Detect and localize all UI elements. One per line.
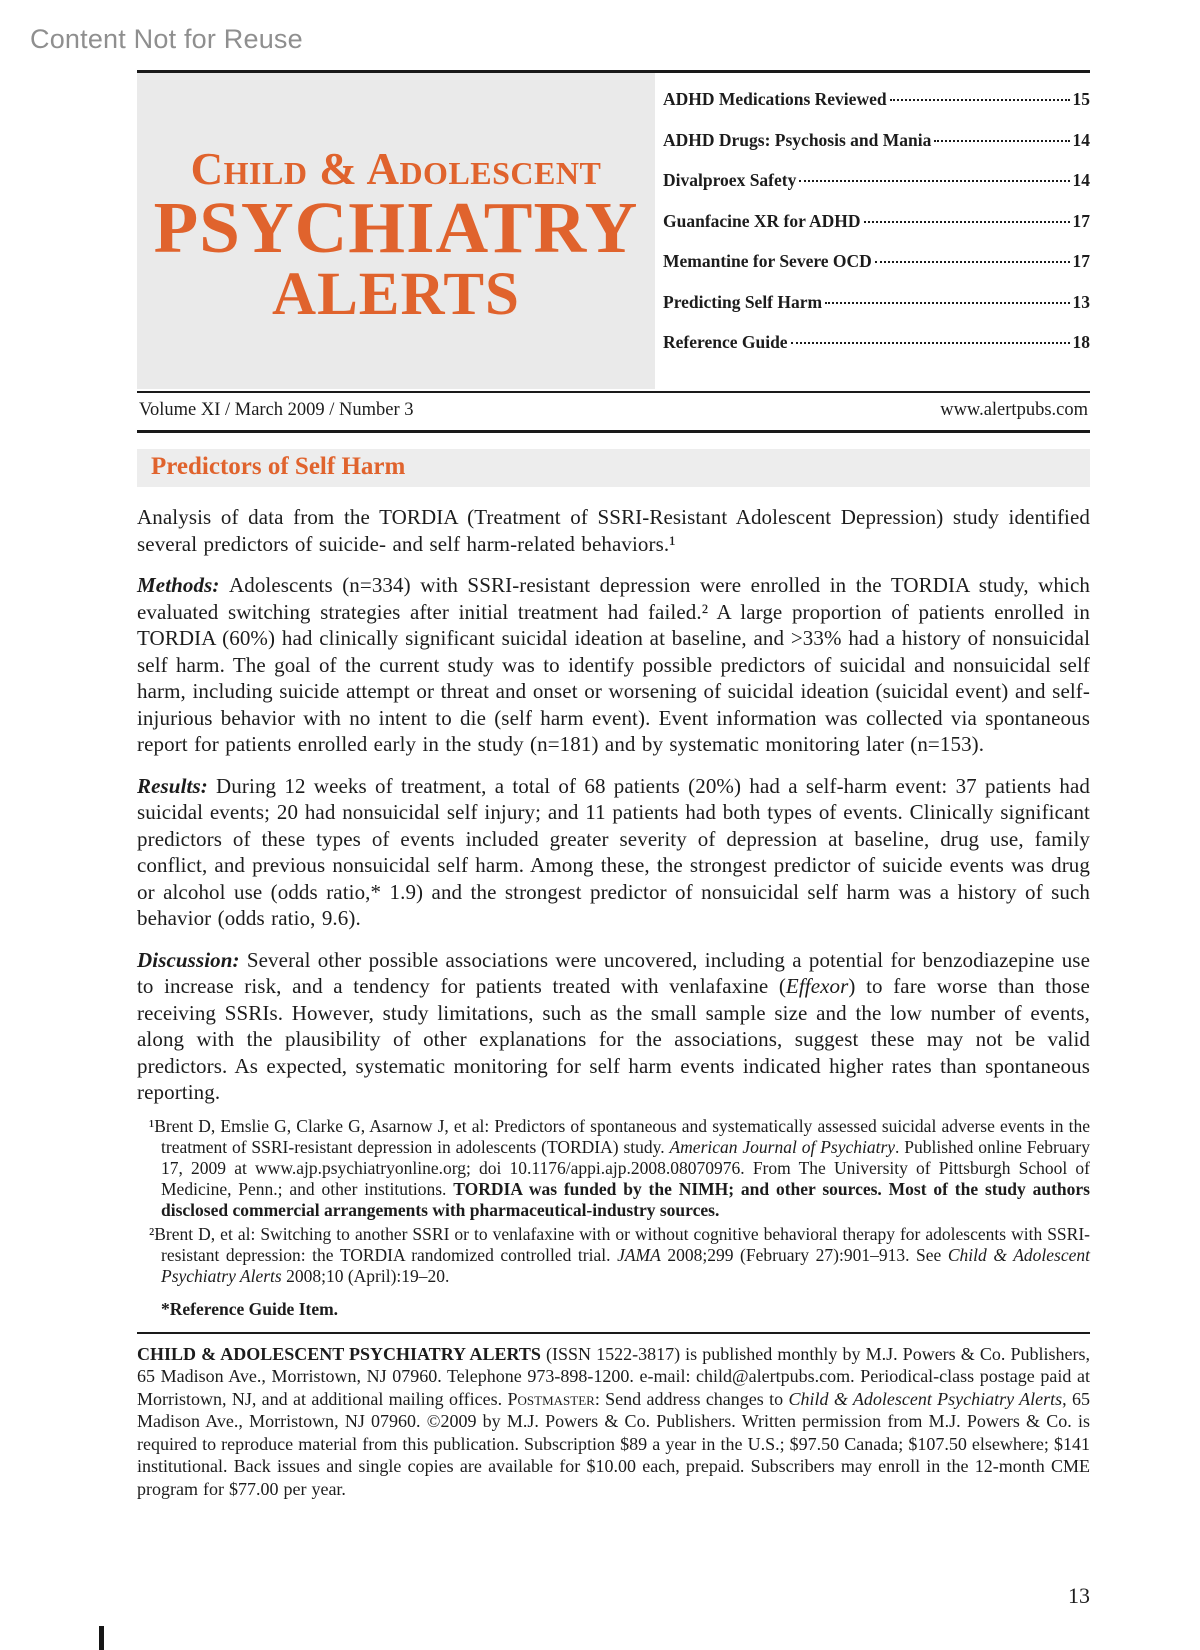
article-title-band [137, 449, 1090, 487]
footnote-2: ²Brent D, et al: Switching to another SSRI or to venlafaxine with or without cognitive behavioral therapy for adolescents with SSRI-resistant depression: the TORDIA randomized controlled trial. JAMA 2008;299 (February 27):901–913. See Child & Adolescent Psychiatry Alerts 2008;10 (April):19–20. [149, 1223, 1090, 1286]
toc-item-page: 15 [1072, 89, 1090, 109]
page-content [137, 70, 1090, 1500]
reference-guide-note: *Reference Guide Item. [161, 1298, 339, 1319]
toc-item-page: 14 [1072, 129, 1090, 150]
toc-item-page: 13 [1072, 291, 1090, 312]
toc-item-label: ADHD Drugs: Psychosis and Mania [663, 129, 932, 150]
dot-leader [934, 140, 1069, 142]
dot-leader [875, 261, 1070, 263]
dot-leader [799, 180, 1069, 182]
dot-leader [864, 221, 1070, 223]
toc-item-label: ADHD Medications Reviewed [663, 89, 887, 109]
toc-item-label: Guanfacine XR for ADHD [663, 210, 861, 231]
article-paragraph-intro: Analysis of data from the TORDIA (Treatment of SSRI-Resistant Adolescent Depression) study identified several predictors of suicide- and self harm-related behaviors.¹ [137, 505, 1090, 556]
article-title: Predictors of Self Harm [151, 453, 406, 480]
footnote-1: ¹Brent D, Emslie G, Clarke G, Asarnow J, et al: Predictors of spontaneous and systematically assessed suicidal adverse events in the treatment of SSRI-resistant depression in adolescents (TORDIA) study. American Journal of Psychiatry. Published online February 17, 2009 at www.ajp.psychiatryonline.org; doi 10.1176/appi.ajp.2008.08070976. From The University of Pittsburgh School of Medicine, Penn.; and other institutions. TORDIA was funded by the NIMH; and other sources. Most of the study authors disclosed commercial arrangements with pharmaceutical-industry sources. [149, 1115, 1090, 1220]
toc-item-label: Predicting Self Harm [663, 291, 823, 312]
watermark-text: Content Not for Reuse [30, 24, 303, 54]
newsletter-logo [137, 73, 655, 389]
logo-line-1: Child & Adolescent [190, 144, 602, 195]
toc-item-label: Divalproex Safety [663, 170, 797, 190]
issue-volume: Volume XI / March 2009 / Number 3 [139, 400, 414, 420]
toc-item-page: 18 [1072, 332, 1090, 352]
article-paragraph-discussion: Discussion: Several other possible associations were uncovered, including a potential for benzodiazepine use to increase risk, and a tendency for patients treated with venlafaxine (Effexor) to fare worse than those receiving SSRIs. However, study limitations, such as the small sample size and the low number of events, along with the plausibility of other explanations for the associations, suggest these may not be valid predictors. As expected, systematic monitoring for self harm events indicated higher rates than spontaneous reporting. [137, 947, 1090, 1105]
page-number: 13 [1068, 1583, 1090, 1608]
issue-bar [137, 391, 1090, 433]
toc-item-page: 17 [1072, 210, 1090, 231]
table-of-contents [663, 73, 1090, 389]
article-paragraph-results: Results: During 12 weeks of treatment, a total of 68 patients (20%) had a self-harm event: 37 patients had suicidal events; 20 had nonsuicidal self injury; and 11 patients had both types of events. Clinically significant predictors of these types of events included greater severity of depression at baseline, drug use, family conflict, and previous nonsuicidal self harm. Among these, the strongest predictor of suicide events was drug or alcohol use (odds ratio,* 1.9) and the strongest predictor of nonsuicidal self harm was a history of such behavior (odds ratio, 9.6). [137, 773, 1090, 931]
crop-mark [99, 1626, 104, 1650]
toc-item-label: Reference Guide [663, 332, 788, 352]
dot-leader [791, 342, 1070, 344]
toc-item [663, 130, 1090, 150]
toc-item [663, 170, 1090, 190]
publisher-info: CHILD & ADOLESCENT PSYCHIATRY ALERTS (ISSN 1522-3817) is published monthly by M.J. Powers & Co. Publishers, 65 Madison Ave., Morristown, NJ 07960. Telephone 973-898-1200. e-mail: child@alertpubs.com. Periodical-class postage paid at Morristown, NJ, and at additional mailing offices. Postmaster: Send address changes to Child & Adolescent Psychiatry Alerts, 65 Madison Ave., Morristown, NJ 07960. ©2009 by M.J. Powers & Co. Publishers. Written permission from M.J. Powers & Co. is required to reproduce material from this publication. Subscription $89 a year in the U.S.; $97.50 Canada; $107.50 elsewhere; $141 institutional. Back issues and single copies are available for $10.00 each, prepaid. Subscribers may enroll in the 12-month CME program for $77.00 per year. [137, 1343, 1090, 1499]
toc-item [663, 332, 1090, 352]
toc-item [663, 251, 1090, 271]
logo-line-3: ALERTS [272, 260, 520, 328]
toc-item [663, 211, 1090, 231]
dot-leader [825, 302, 1069, 304]
footnotes [137, 1116, 1090, 1320]
logo-line-2: PSYCHIATRY [153, 187, 639, 269]
dot-leader [890, 99, 1070, 101]
toc-item-page: 17 [1072, 251, 1090, 271]
toc-item-page: 14 [1072, 170, 1090, 190]
publisher-block [137, 1332, 1090, 1501]
toc-item [663, 89, 1090, 109]
publisher-url: www.alertpubs.com [940, 400, 1088, 420]
toc-item [663, 292, 1090, 312]
article-paragraph-methods: Methods: Adolescents (n=334) with SSRI-resistant depression were enrolled in the TORDIA study, which evaluated switching strategies after initial treatment had failed.² A large proportion of patients enrolled in TORDIA (60%) had clinically significant suicidal ideation at baseline, and >33% had a history of nonsuicidal self harm. The goal of the current study was to identify possible predictors of suicidal and nonsuicidal self harm, including suicide attempt or threat and onset or worsening of suicidal ideation (suicidal event) and self-injurious behavior with no intent to die (self harm event). Event information was collected via spontaneous report for patients enrolled early in the study (n=181) and by systematic monitoring later (n=153). [137, 573, 1090, 757]
masthead [137, 70, 1090, 389]
toc-item-label: Memantine for Severe OCD [663, 251, 872, 271]
